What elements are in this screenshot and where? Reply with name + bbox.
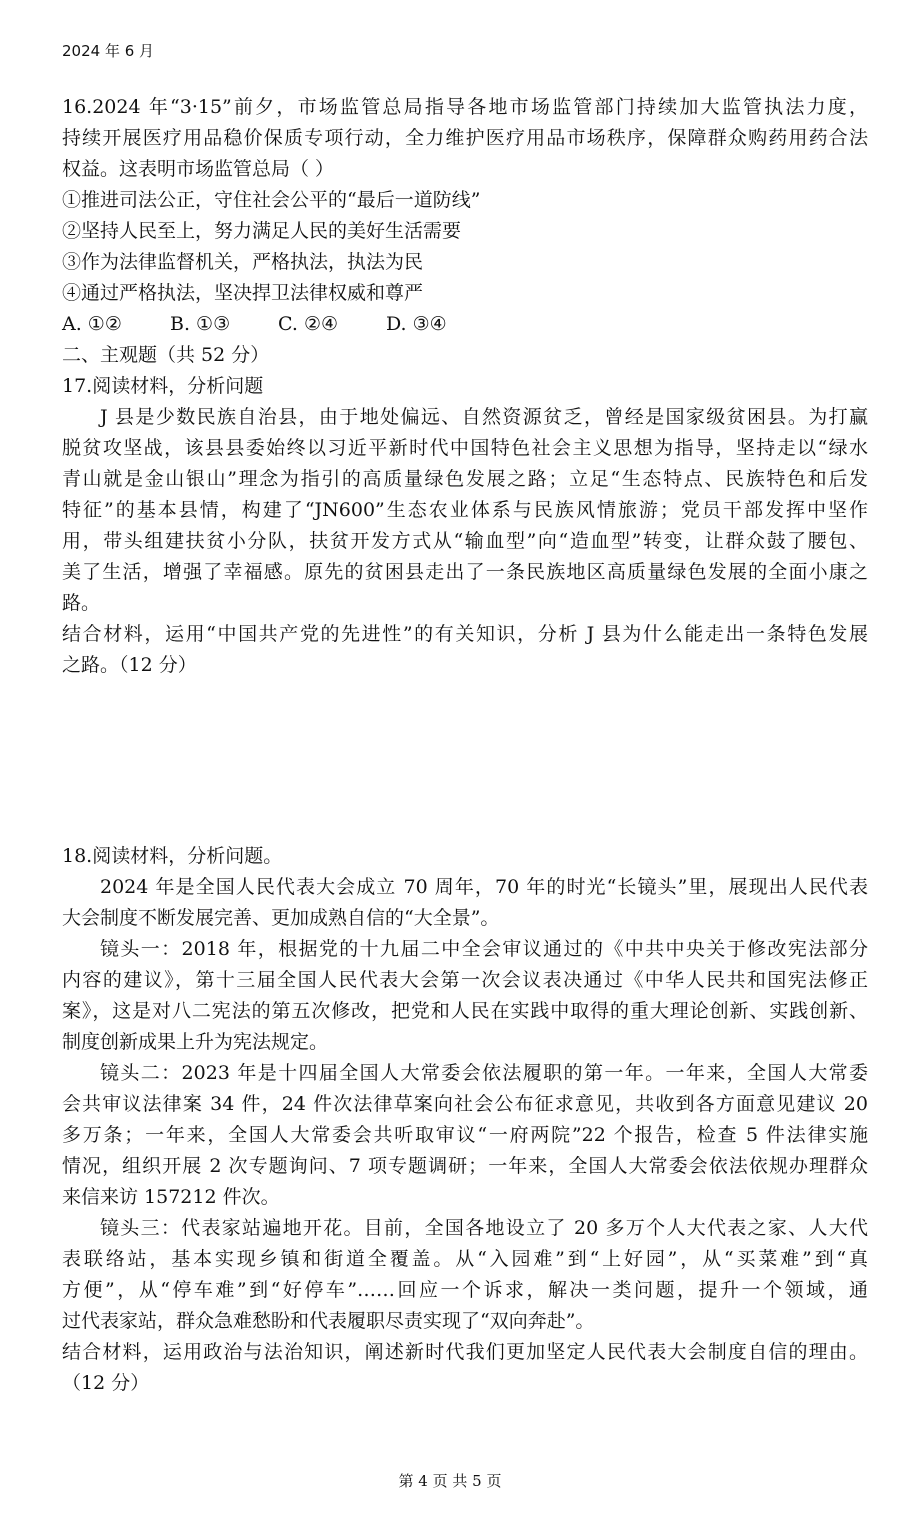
page-footer-number: 第 4 页 共 5 页 [398, 1472, 502, 1490]
question-16 [62, 92, 868, 340]
q18-shot3-line-3: 方便”，从“停车难”到“好停车”……回应一个诉求，解决一类问题，提升一个领域，通 [62, 1279, 868, 1301]
q18-question-line-2: （12 分） [62, 1372, 150, 1394]
q18-shot3-line-1: 镜头三：代表家站遍地开花。目前，全国各地设立了 20 多万个人大代表之家、人大代 [100, 1217, 868, 1239]
q17-material-line-6: 美了生活，增强了幸福感。原先的贫困县走出了一条民族地区高质量绿色发展的全面小康之 [62, 561, 868, 583]
question-17 [62, 371, 868, 681]
q18-shot2-line-1: 镜头二：2023 年是十四届全国人大常委会依法履职的第一年。一年来，全国人大常委 [100, 1062, 868, 1084]
q18-shot3-line-4: 过代表家站，群众急难愁盼和代表履职尽责实现了“双向奔赴”。 [62, 1310, 595, 1332]
page-content [62, 92, 868, 1399]
q16-line-2: 持续开展医疗用品稳价保质专项行动，全力维护医疗用品市场秩序，保障群众购药用药合法 [62, 127, 868, 149]
q18-shot2-line-3: 多万条；一年来，全国人大常委会共听取审议“一府两院”22 个报告，检查 5 件法律实施 [62, 1124, 868, 1146]
q17-material-line-2: 脱贫攻坚战，该县县委始终以习近平新时代中国特色社会主义思想为指导，坚持走以“绿水 [62, 437, 868, 459]
q18-shot1-line-2: 内容的建议》，第十三届全国人民代表大会第一次会议表决通过《中华人民共和国宪法修正 [62, 969, 868, 991]
q18-shot2-line-2: 会共审议法律案 34 件，24 件次法律草案向社会公布征求意见，共收到各方面意见建议 20 [62, 1093, 868, 1115]
q16-option-3: ③作为法律监督机关，严格执法，执法为民 [62, 251, 424, 273]
q16-line-3: 权益。这表明市场监管总局（ ） [62, 158, 335, 180]
q16-choice-a: A. ①② [62, 313, 122, 335]
section-2-title: 二、主观题（共 52 分） [62, 344, 270, 366]
q17-material-line-3: 青山就是金山银山”理念为指引的高质量绿色发展之路；立足“生态特点、民族特色和后发 [62, 468, 868, 490]
q17-material-line-7: 路。 [62, 592, 101, 614]
q18-intro-line-1: 2024 年是全国人民代表大会成立 70 周年，70 年的时光“长镜头”里，展现出人民代表 [100, 876, 868, 898]
q17-question-line-1: 结合材料，运用“中国共产党的先进性”的有关知识，分析 J 县为什么能走出一条特色发展 [62, 623, 868, 645]
q18-shot1-line-1: 镜头一：2018 年，根据党的十九届二中全会审议通过的《中共中央关于修改宪法部分 [100, 938, 868, 960]
q16-choices [62, 309, 868, 340]
q16-choice-b: B. ①③ [170, 313, 231, 335]
q17-question-line-2: 之路。（12 分） [62, 654, 197, 676]
q17-material-line-5: 用，带头组建扶贫小分队，扶贫开发方式从“输血型”向“造血型”转变，让群众鼓了腰包、 [62, 530, 868, 552]
q18-shot1-line-4: 制度创新成果上升为宪法规定。 [62, 1031, 329, 1053]
q18-shot1-line-3: 案》，这是对八二宪法的第五次修改，把党和人民在实践中取得的重大理论创新、实践创新、 [62, 1000, 868, 1022]
q17-material-line-1: J 县是少数民族自治县，由于地处偏远、自然资源贫乏，曾经是国家级贫困县。为打赢 [100, 406, 868, 428]
q17-material-line-4: 特征”的基本县情，构建了“JN600”生态农业体系与民族风情旅游；党员干部发挥中坚作 [62, 499, 868, 521]
page-header-date: 2024 年 6 月 [62, 42, 155, 60]
answer-space-17 [62, 681, 868, 841]
q18-shot2-line-5: 来信来访 157212 件次。 [62, 1186, 280, 1208]
q18-shot3-line-2: 表联络站，基本实现乡镇和街道全覆盖。从“入园难”到“上好园”，从“买菜难”到“真 [62, 1248, 868, 1270]
q17-title: 17.阅读材料，分析问题 [62, 375, 264, 397]
q18-shot2-line-4: 情况，组织开展 2 次专题询问、7 项专题调研；一年来，全国人大常委会依法依规办理群众 [62, 1155, 868, 1177]
q18-question-line-1: 结合材料，运用政治与法治知识，阐述新时代我们更加坚定人民代表大会制度自信的理由。 [62, 1341, 868, 1363]
q16-option-2: ②坚持人民至上，努力满足人民的美好生活需要 [62, 220, 462, 242]
q16-option-1: ①推进司法公正，守住社会公平的“最后一道防线” [62, 189, 481, 211]
q18-title: 18.阅读材料，分析问题。 [62, 845, 283, 867]
q16-option-4: ④通过严格执法，坚决捍卫法律权威和尊严 [62, 282, 424, 304]
q16-line-1: 16.2024 年“3·15”前夕，市场监管总局指导各地市场监管部门持续加大监管执法力度， [62, 96, 868, 118]
question-18 [62, 841, 868, 1399]
q18-intro-line-2: 大会制度不断发展完善、更加成熟自信的“大全景”。 [62, 907, 500, 929]
q16-choice-d: D. ③④ [386, 313, 447, 335]
q16-choice-c: C. ②④ [278, 313, 339, 335]
